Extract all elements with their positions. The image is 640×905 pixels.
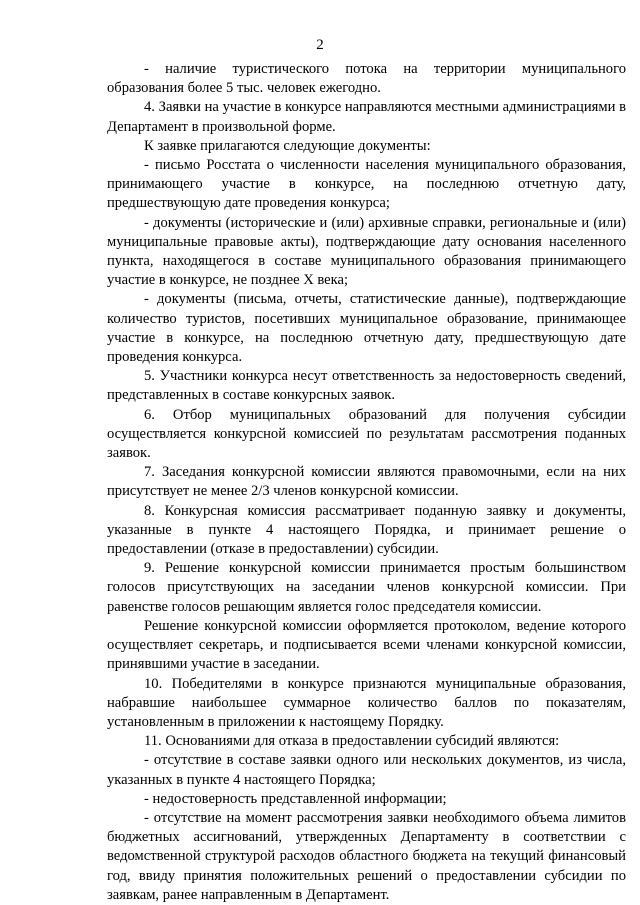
paragraph-refusal-missing-docs: - отсутствие в составе заявки одного или нескольких документов, из числа, указанных в пункте 4 настоящего Порядка; — [107, 752, 626, 788]
paragraph-item-6: 6. Отбор муниципальных образований для получения субсидии осуществляется конкурсной комиссией по результатам рассмотрения поданных заявок. — [107, 406, 626, 462]
paragraph-item-9: 9. Решение конкурсной комиссии принимается простым большинством голосов присутствующих на заседании членов конкурсной комиссии. При равенстве голосов решающим является голос председателя комиссии. — [107, 560, 626, 615]
paragraph-doc-rosstat-letter: - письмо Росстата о численности населения муниципального образования, принимающего участие в конкурсе, на последнюю отчетную дату, предшествующую дате проведения конкурса; — [107, 157, 626, 212]
paragraph-item-8: 8. Конкурсная комиссия рассматривает поданную заявку и документы, указанные в пункте 4 настоящего Порядка, и принимает решение о предоставлении (отказе в предоставлении) субсидии. — [107, 502, 626, 558]
page-number: 2 — [316, 37, 324, 53]
paragraph-doc-founding-date: - документы (исторические и (или) архивные справки, региональные и (или) муниципальные правовые акты), подтверждающие дату основания населенного пункта, находящегося в составе муниципального образования принимающего участие в конкурсе, не позднее X века; — [107, 214, 626, 289]
document-body — [107, 60, 626, 905]
paragraph-attached-docs-intro: К заявке прилагаются следующие документы: — [144, 137, 431, 154]
paragraph-item-11: 11. Основаниями для отказа в предоставлении субсидий являются: — [144, 733, 560, 750]
paragraph-refusal-no-budget: - отсутствие на момент рассмотрения заявки необходимого объема лимитов бюджетных ассигнований, утвержденных Департаменту в соответствии с ведомственной структурой расходов областного бюджета на текущий финансовый год, ввиду принятия положительных решений о предоставлении субсидии по заявкам, ранее направленным в Департамент. — [107, 809, 626, 903]
paragraph-item-7: 7. Заседания конкурсной комиссии являются правомочными, если на них присутствует не менее 2/3 членов конкурсной комиссии. — [107, 464, 626, 500]
paragraph-refusal-unreliable-info: - недостоверность представленной информации; — [144, 790, 447, 807]
paragraph-doc-tourist-count: - документы (письма, отчеты, статистические данные), подтверждающие количество туристов, посетивших муниципальное образование, принимающее участие в конкурсе, на последнюю отчетную дату, предшествующую дате проведения конкурса. — [107, 291, 626, 366]
paragraph-protocol: Решение конкурсной комиссии оформляется протоколом, ведение которого осуществляет секретарь, и подписывается всеми членами конкурсной комиссии, принявшими участие в заседании. — [107, 617, 626, 673]
paragraph-item-10: 10. Победителями в конкурсе признаются муниципальные образования, набравшие наибольшее суммарное количество баллов по показателям, установленным в приложении к настоящему Порядку. — [107, 675, 626, 730]
paragraph-item-4: 4. Заявки на участие в конкурсе направляются местными администрациями в Департамент в произвольной форме. — [107, 99, 626, 135]
paragraph-tourist-flow: - наличие туристического потока на территории муниципального образования более 5 тыс. человек ежегодно. — [107, 61, 626, 97]
paragraph-item-5: 5. Участники конкурса несут ответственность за недостоверность сведений, представленных в составе конкурсных заявок. — [107, 368, 626, 404]
